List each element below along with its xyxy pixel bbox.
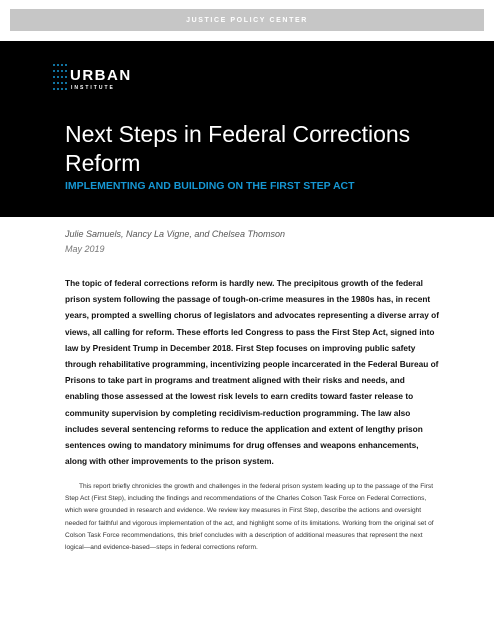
body-paragraph: This report briefly chronicles the growth and challenges in the federal prison system leading up to the passage of the First Step Act (First Step), including the findings and recommendations of the Charles Colson Task Force on Federal Corrections, which were grounded in research and evidence. We review key measures in First Step, describe the actions and oversight needed for faithful and vigorous implementation of the act, and highlight some of its limitations. Working from the original set of Colson Task Force recommendations, this brief concludes with a description of additional measures that represent the next logical—and evidence-based—steps in federal corrections reform.: [65, 483, 434, 552]
abstract-paragraph: The topic of federal corrections reform is hardly new. The precipitous growth of the federal prison system following the passage of tough-on-crime measures in the 1980s has, in recent years, prompted a swelling chorus of legislators and advocates representing a diverse array of views, all calling for reform. These efforts led Congress to pass the First Step Act, signed into law by President Trump in December 2018. First Step focuses on improving public safety through rehabilitative programming, incentivizing people incarcerated in the Federal Bureau of Prisons to take part in programs and treatment aligned with their risks and needs, and enabling those assessed at the lowest risk levels to earn credits toward faster release to community supervision by completing recidivism-reduction programming. The law also includes several sentencing reforms to reduce the application and extent of lengthy prison sentences owing to mandatory minimums for drug offenses and weapons enhancements, along with other improvements to the prison system.: [65, 278, 439, 467]
urban-institute-logo: [52, 63, 132, 95]
logo-subword: INSTITUTE: [71, 85, 115, 91]
report-subtitle: IMPLEMENTING AND BUILDING ON THE FIRST STEP ACT: [65, 180, 355, 192]
report-title: Next Steps in Federal Corrections Reform: [65, 121, 411, 176]
center-label: JUSTICE POLICY CENTER: [186, 16, 308, 24]
top-banner: [10, 9, 484, 31]
publication-date: May 2019: [65, 244, 105, 254]
logo-dots-icon: [52, 63, 68, 93]
logo-word: URBAN: [70, 67, 132, 84]
authors: Julie Samuels, Nancy La Vigne, and Chelsea Thomson: [65, 229, 285, 239]
